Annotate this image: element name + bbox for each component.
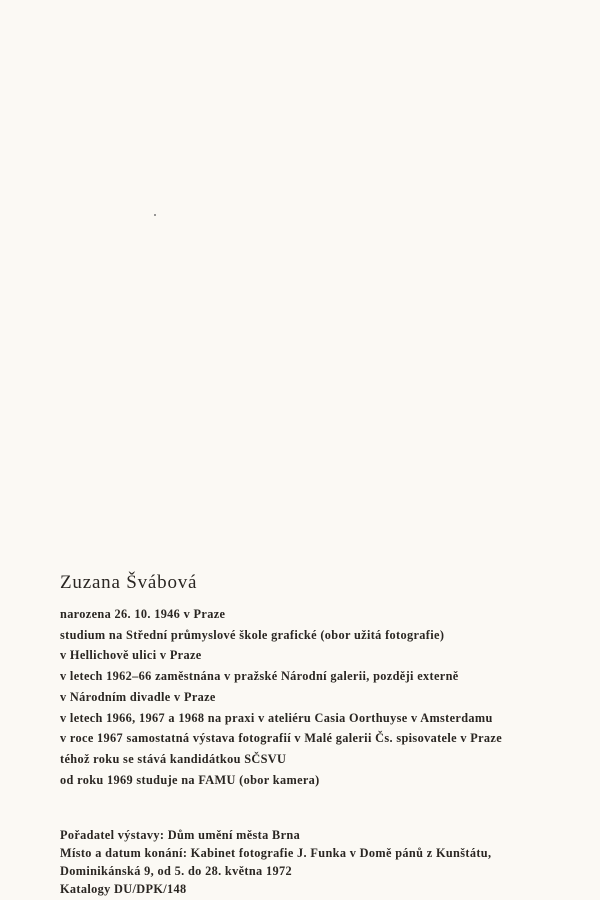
address-date-line: Dominikánská 9, od 5. do 28. května 1972 xyxy=(60,864,292,878)
bio-line: od roku 1969 studuje na FAMU (obor kamera) xyxy=(60,772,320,787)
bio-line: v letech 1966, 1967 a 1968 na praxi v ateliéru Casia Oorthuyse v Amsterdamu xyxy=(60,710,493,725)
biography-list xyxy=(60,604,502,790)
catalog-number-line: Katalogy DU/DPK/148 xyxy=(60,882,187,896)
organizer-line: Pořadatel výstavy: Dům umění města Brna xyxy=(60,828,301,842)
bio-line: studium na Střední průmyslové škole grafické (obor užitá fotografie) xyxy=(60,627,445,642)
bio-line: v Národním divadle v Praze xyxy=(60,689,216,704)
bio-line: narozena 26. 10. 1946 v Praze xyxy=(60,607,226,621)
bio-line: v letech 1962–66 zaměstnána v pražské Národní galerii, později externě xyxy=(60,669,459,684)
bio-line: v roce 1967 samostatná výstava fotografií v Malé galerii Čs. spisovatele v Praze xyxy=(60,731,503,746)
bio-line: v Hellichově ulici v Praze xyxy=(60,648,202,663)
paper-speck xyxy=(154,214,156,216)
exhibition-info xyxy=(60,826,491,898)
venue-line: Místo a datum konání: Kabinet fotografie J. Funka v Domě pánů z Kunštátu, xyxy=(60,846,492,860)
bio-line: téhož roku se stává kandidátkou SČSVU xyxy=(60,751,287,766)
artist-name-heading: Zuzana Švábová xyxy=(60,572,198,593)
